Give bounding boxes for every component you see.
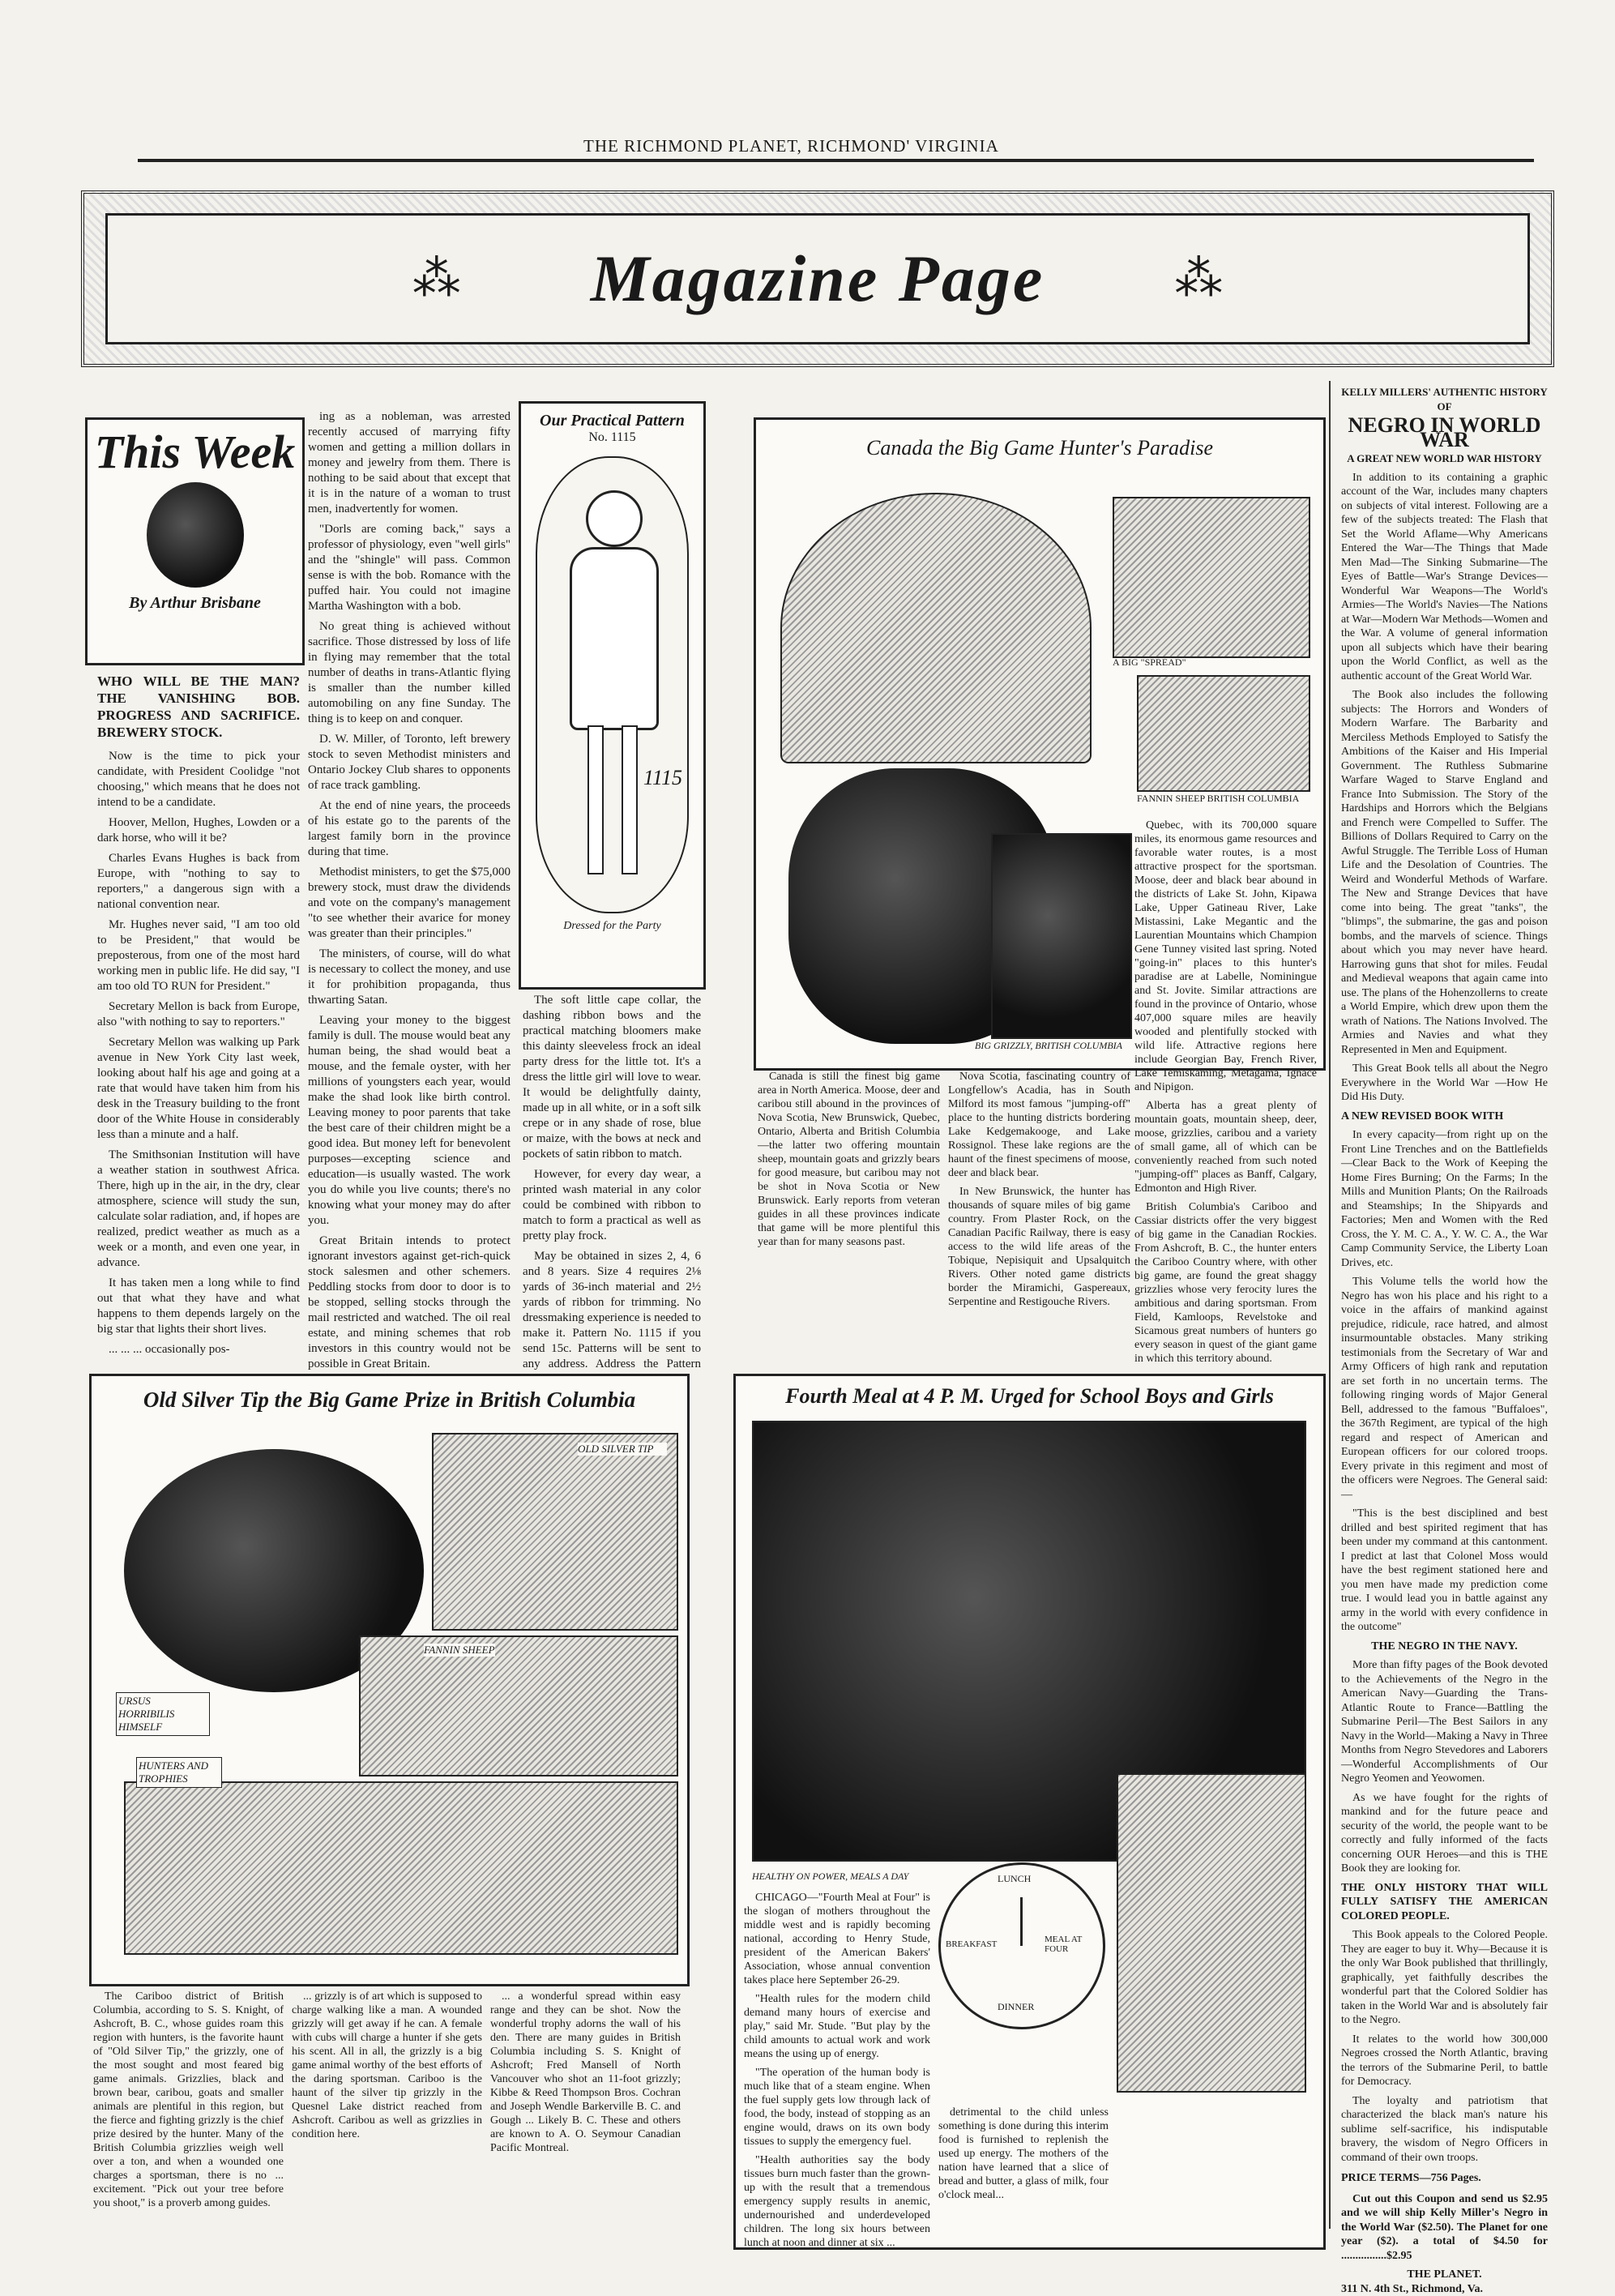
fannin-sheep-image bbox=[1137, 675, 1310, 792]
this-week-p2: Hoover, Mellon, Hughes, Lowden or a dark horse, who will it be? bbox=[97, 815, 300, 846]
big-spread-caption: A BIG "SPREAD" bbox=[1113, 656, 1186, 669]
right-leg-icon bbox=[622, 725, 638, 874]
lake-scene-image bbox=[780, 493, 1092, 763]
left-ornament-icon: ⁂ bbox=[412, 250, 461, 307]
kelly-price: PRICE TERMS—756 Pages. bbox=[1341, 2171, 1548, 2186]
pattern-box bbox=[519, 401, 706, 990]
kelly-p6: "This is the best disciplined and best drilled and best spirited regiment that has been under my command at this cantonment. I predict at last that Colonel Moss would have the best regiment stationed here and you men have made my prediction come true. I would lead you in battle against any army in the world with every confidence in the outcome" bbox=[1341, 1507, 1548, 1635]
girl-head-icon bbox=[586, 490, 643, 547]
pattern-caption: Dressed for the Party bbox=[521, 920, 703, 933]
silver-col-3 bbox=[490, 1990, 681, 2245]
kelly-p2: The Book also includes the following subjects: The Horrors and Wonders of Modern Warfare. The Barbarity and Merciless Methods Employed to Satisfy the Ambitions of the Kaiser and His Imperial Government. The Ruthless Submarine Warfare Waged to Starve England and France Into Submission. The Story of the Hardships and Horrors which the Belgians and French were Compelled to Suffer. The Billions of Dollars Required to Carry on the Awful Struggle. The Terrible Loss of Human Life and the Desolation of Countries. The Weird and Wonderful Methods of Warfare. The New and Strange Devices that have come into being. The great "tanks", the "blimps", the submarine, the gas and poison bombs, and the marvels of science. Things about which you may never have heard. Harrowing guns that shot for miles. Feudal and Medieval weapons that again came into use. The plans of the Hohenzollerns to create a World Empire, which drew upon them the wrath of Nations. The Nations Involved. The Armies and Navies and what they Represented in Men and Equipment. bbox=[1341, 688, 1548, 1057]
col2-p1: ing as a nobleman, was arrested recently accused of marrying fifty women and getting a million dollars in money and jewelry from them. There is nothing to be said about that except that it is in the nature of a woman to trust men, inadvertently for women. bbox=[308, 409, 511, 517]
kelly-kicker: KELLY MILLERS' AUTHENTIC HISTORY OF bbox=[1341, 385, 1548, 413]
label-fannin-sheep: FANNIN SHEEP bbox=[424, 1644, 495, 1657]
kelly-sig1: THE PLANET. bbox=[1341, 2268, 1548, 2282]
this-week-p3: Charles Evans Hughes is back from Europe, with "nothing to say to reporters," a dangerous sign with a national convention near. bbox=[97, 851, 300, 913]
kelly-p3: This Great Book tells all about the Negro Everywhere in the World War —How He Did His Duty. bbox=[1341, 1062, 1548, 1105]
silver-p2: ... grizzly is of art which is supposed to charge walking like a man. A wounded grizzly will get away if he can. A female with cubs will charge a hunter if she gets his scent. All in all, the grizzly is a big game animal worthy of the best efforts of the daring sportsman. Cariboo is the haunt of the silver tip grizzly in the Quesnel Lake district reached from Ashcroft. Caribou as well as grizzlies in condition here. bbox=[292, 1990, 482, 2141]
silver-p1: The Cariboo district of British Columbia, according to S. S. Knight, of Ashcroft, B. C., whose guides roam this region with hunters, is the favorite haunt of "Old Silver Tip," the grizzly, one of the most sought and most feared big game animals. Grizzlies, black and brown bear, caribou, goats and smaller animals are plentiful in this region, but the fierce and fighting grizzly is the chief prize desired by the hunter. Many of the British Columbia grizzlies weigh well over a ton, and when a wounded one charges a sportsman, there is no ... excitement. "Pick out your tree before you shoot," is a proverb among guides. bbox=[93, 1990, 284, 2210]
pattern-p1: The soft little cape collar, the dashing ribbon bows and the practical matching bloomers make this dainty sleeveless frock an ideal party dress for the little tot. It's a dress the little girl will love to wear. It would be delightfully dainty, made up in all white, or in a soft silk crepe or in any shade of rose, blue or maize, with the bows at neck and pockets of satin ribbon to match. bbox=[523, 993, 701, 1162]
kelly-h2: A NEW REVISED BOOK WITH bbox=[1341, 1110, 1548, 1124]
this-week-heads: WHO WILL BE THE MAN? THE VANISHING BOB. PROGRESS AND SACRIFICE. BREWERY STOCK. bbox=[97, 673, 300, 741]
this-week-column-2 bbox=[308, 409, 511, 1317]
kelly-miller-ad bbox=[1341, 385, 1548, 2241]
this-week-logo bbox=[85, 417, 305, 665]
pattern-p3: May be obtained in sizes 2, 4, 6 and 8 years. Size 4 requires 2⅛ yards of 36-inch material and 2½ yards of ribbon for trimming. No dressmaking experience is needed to make it. Pattern No. 1115 if you send 15c. Patterns will be sent to any address. Address the Pattern bbox=[523, 1249, 701, 1387]
kelly-sub: A GREAT NEW WORLD WAR HISTORY bbox=[1341, 451, 1548, 466]
clock-lunch-label: LUNCH bbox=[998, 1873, 1031, 1885]
canada-p5: Alberta has a great plenty of mountain goats, mountain sheep, deer, moose, grizzlies, caribou and a variety of small game, all of which can be conveniently reached from such noted "jumping-off" places as Banff, Calgary, Edmonton and High River. bbox=[1134, 1099, 1317, 1195]
silver-p3: ... a wonderful spread within easy range and they can be shot. Now the wonderful trophy adorns the wall of his den. There are many guides in British Columbia including S. S. Knight of Ashcroft; Fred Mansell of North Vancouver who shot an 11-foot grizzly; Kibbe & Reed Thompson Bros. Cochran and Joseph Wendle Barkerville B. C. and Gough ... Likely B. C. These and others are known to A. O. Seymour Canadian Pacific Montreal. bbox=[490, 1990, 681, 2155]
kelly-p8: As we have fought for the rights of mankind and for the future peace and security of the world, the people want to be correctly and fully informed of the facts concerning OUR Heroes—and this is THE Book they are looking for. bbox=[1341, 1791, 1548, 1876]
canada-p6: British Columbia's Cariboo and Cassiar districts offer the very biggest of big game in the Canadian Rockies. From Ashcroft, B. C., the hunter enters the Cariboo Country where, with other big game, are found the great shaggy grizzlies whose very ferocity lures the ambitious and daring sportsman. From Field, Kamloops, Revelstoke and Sicamous great numbers of hunters go every season in quest of the giant game in which this territory abound. bbox=[1134, 1200, 1317, 1366]
pattern-oval bbox=[536, 456, 689, 913]
kelly-title: NEGRO IN WORLD WAR bbox=[1341, 418, 1548, 447]
meal-clock-icon bbox=[938, 1862, 1105, 2029]
this-week-p1: Now is the time to pick your candidate, with President Coolidge "not choosing," which means that he does not intend to be a candidate. bbox=[97, 749, 300, 810]
silver-tip-illustration bbox=[89, 1374, 690, 1986]
this-week-p8: It has taken men a long while to find out that what they have and what happens to them depends largely on the big star that lights their short lives. bbox=[97, 1276, 300, 1337]
banner-title: Magazine Page bbox=[591, 241, 1045, 317]
kelly-p7: More than fifty pages of the Book devoted to the Achievements of the Negro in the American Navy—Guarding the Trans-Atlantic Route to France—Battling the Submarine Peril—The Best Sailors in any Navy in the World—Making a Navy in Three Months from Negro Stevedores and Laborers—Wonderful Accomplishments of Our Negro Yeomen and Yeowomen. bbox=[1341, 1658, 1548, 1786]
pattern-p2: However, for every day wear, a printed wash material in any color could be combined with ribbon to match to form a practical as well as pretty play frock. bbox=[523, 1167, 701, 1244]
canada-col-right bbox=[1134, 819, 1317, 1260]
fourth-p5: detrimental to the child unless something is done during this interim food is furnished to replenish the used up energy. The mothers of the nation have learned that a slice of bread and butter, a glass of milk, four o'clock meal... bbox=[938, 2106, 1109, 2202]
this-week-p6: Secretary Mellon was walking up Park avenue in New York City last week, looking about half his age and going at a rate that would have taken him from his desk in the Treasury building to the front door of the White House in considerably less than a minute and a half. bbox=[97, 1035, 300, 1143]
grizzly-caption: BIG GRIZZLY, BRITISH COLUMBIA bbox=[975, 1040, 1137, 1052]
byline: By Arthur Brisbane bbox=[88, 594, 302, 613]
col2-p2: "Dorls are coming back," says a professor of physiology, even "well girls" and the "shingle" will pass. Common sense is with the bob. Romance with the puffed hair. You could not imagine Martha Washington with a bob. bbox=[308, 522, 511, 614]
fourth-p1: CHICAGO—"Fourth Meal at Four" is the slogan of mothers throughout the middle west and is rapidly becoming national, according to Henry Stude, president of the American Bakers' Association, whose annual convention takes place here September 26-29. bbox=[744, 1891, 930, 1987]
canada-p4: Quebec, with its 700,000 square miles, its enormous game resources and favorable water routes, is a most attractive prospect for the sportsman. Moose, deer and black bear abound in the districts of Lake St. John, Kipawa Lake, Upper Gatineau River, Lake Mistassini, Lake Megantic and the Laurentian Mountains which Champion Gene Tunney visited last spring. Noted "going-in" places to this hunter's paradise are at Labelle, Nominingue and St. Jovite. Similar attractions are found in the province of Ontario, whose 407,000 square miles are heavily wooded and plentifully stocked with wild life. Attractive regions here include Georgian Bay, French River, Lake Temiskaming, Metagama, Ignace and Nipigon. bbox=[1134, 819, 1317, 1094]
col2-p8: Leaving your money to the biggest family is dull. The mouse would beat any human being, the shad would beat a mouse, and the female oyster, with her millions of youngsters each year, would make the shad look like birth control. Leaving money to poor parents that take the best care of their children might be a good idea. But money left for benevolent purposes—excepting science and education—is usually wasted. The work you do while you live counts; there's no knowing what your money may do after you. bbox=[308, 1013, 511, 1229]
this-week-title: This Week bbox=[88, 425, 302, 479]
this-week-p4: Mr. Hughes never said, "I am too old to be President," that would be preposterous, from one of the most hard working men in public life. He did say, "I am too old TO RUN for President." bbox=[97, 917, 300, 994]
col2-p4: D. W. Miller, of Toronto, left brewery stock to seven Methodist ministers and Ontario Jockey Club shares to opponents of race track gambling. bbox=[308, 732, 511, 793]
this-week-p5: Secretary Mellon is back from Europe, also "with nothing to say to reporters." bbox=[97, 999, 300, 1030]
fannin-sheep-caption: FANNIN SHEEP BRITISH COLUMBIA bbox=[1137, 793, 1307, 805]
fourth-meal-article bbox=[733, 1374, 1326, 2250]
grizzly-photo-image bbox=[991, 833, 1132, 1039]
silver-col-2 bbox=[292, 1990, 482, 2245]
fourth-col-2 bbox=[938, 2106, 1109, 2239]
pattern-text bbox=[523, 993, 701, 1305]
kelly-p1: In addition to its containing a graphic account of the War, includes many chapters on subjects of vital interest. Following are a few of the subjects treated: The Flash that Set the World Aflame—Why Americans Entered the War—The Things that Made Men Mad—The Sinking Submarine—The Eyes of Battle—War's Strange Devices—Wonderful War Weapons—The World's Armies—The World's Navies—The Nations at War—Modern War Methods—Women and the War. A volume of general information upon all subjects which have their bearing upon the World Conflict, as well as the authentic account of the Great World War. bbox=[1341, 471, 1548, 684]
label-silver-tip: OLD SILVER TIP bbox=[578, 1443, 667, 1456]
kelly-p10: It relates to the world how 300,000 Negroes crossed the North Atlantic, braving the terrors of the Submarine Peril, to battle for Democracy. bbox=[1341, 2033, 1548, 2089]
pattern-title: Our Practical Pattern bbox=[521, 412, 703, 430]
banner-inner bbox=[105, 213, 1530, 344]
silver-col-1 bbox=[93, 1990, 284, 2245]
clock-hand-icon bbox=[1020, 1897, 1023, 1946]
fourth-meal-title: Fourth Meal at 4 P. M. Urged for School Boys and Girls bbox=[736, 1384, 1323, 1409]
right-ornament-icon: ⁂ bbox=[1174, 250, 1223, 307]
portrait-silhouette-icon bbox=[147, 482, 244, 588]
canada-p1: Canada is still the finest big game area in North America. Moose, deer and caribou still abound in the provinces of Nova Scotia, New Brunswick, Quebec, Ontario, Alberta and British Columbia—the latter two offering mountain sheep, mountain goats and grizzly bears for good measure, but caribou may not be shot in Nova Scotia or New Brunswick. Early reports from veteran guides in all these provinces indicate that game will be more plentiful this year than for many seasons past. bbox=[758, 1070, 940, 1249]
big-spread-image bbox=[1113, 497, 1310, 658]
canada-p3: In New Brunswick, the hunter has thousands of square miles of big game country. From Plaster Rock, on the Canadian Pacific Railway, there is easy access to the wild life areas of the Tobique, Nepisiquit and Upsalquitch Rivers. Other noted game districts border the Miramichi, Gaspereaux, Serpentine and Restigouche Rivers. bbox=[948, 1185, 1130, 1309]
running-head: THE RICHMOND PLANET, RICHMOND' VIRGINIA bbox=[583, 136, 999, 156]
canada-col-2 bbox=[948, 1070, 1130, 1305]
column-rule bbox=[1329, 381, 1331, 2229]
canada-col-1 bbox=[758, 1070, 940, 1305]
col2-p5: At the end of nine years, the proceeds of his estate go to the parents of the largest family born in the province during that time. bbox=[308, 798, 511, 860]
running-head-rule bbox=[138, 159, 1534, 162]
hunters-trophies-image bbox=[124, 1781, 678, 1955]
fourth-col-1 bbox=[744, 1891, 930, 2239]
clock-dinner-label: DINNER bbox=[998, 2001, 1034, 2013]
kelly-sig2: 311 N. 4th St., Richmond, Va. bbox=[1341, 2282, 1548, 2296]
henry-stude-portrait bbox=[1117, 1773, 1306, 2093]
kelly-h3: THE NEGRO IN THE NAVY. bbox=[1341, 1640, 1548, 1654]
clock-four-label: MEAL AT FOUR bbox=[1045, 1935, 1096, 1954]
kelly-coupon: Cut out this Coupon and send us $2.95 and we will ship Kelly Miller's Negro in the World War ($2.50). The Planet for one year ($2). a total of $4.50 for ................$2.95 bbox=[1341, 2192, 1548, 2264]
photo-caption: HEALTHY ON POWER, MEALS A DAY bbox=[752, 1871, 908, 1883]
clock-breakfast-label: BREAKFAST bbox=[946, 1939, 997, 1949]
fourth-p2: "Health rules for the modern child demand many hours of exercise and play," said Mr. Stude. "But play by the child amounts to actual work and work means the using up of energy. bbox=[744, 1992, 930, 2061]
kelly-p5: This Volume tells the world how the Negro has won his place and his right to a voice in the affairs of mankind against prejudice, ridicule, race hatred, and almost insurmountable obstacles. Many striking testimonials from the Secretary of War and Army Officers of high rank and reputation are set forth in no uncertain terms. The following ringing words of Major General Bell, addressed to the famous "Buffaloes", the 367th Regiment, are typical of the high regard and respect of American and European officers for our colored troops. Every private in this regiment and most of the officers were Negroes. The General said:— bbox=[1341, 1275, 1548, 1502]
silver-tip-photo-image bbox=[432, 1433, 678, 1631]
this-week-p9: ... ... ... occasionally pos- bbox=[97, 1342, 300, 1358]
this-week-p7: The Smithsonian Institution will have a weather station in southwest Africa. There, high up in the air, in the dry, clear atmosphere, science will study the sun, calculate solar radiation, and, if hopes are realized, predict weather as much as a week or a month, and even one year, in advance. bbox=[97, 1148, 300, 1271]
pattern-number: No. 1115 bbox=[521, 430, 703, 445]
kelly-p11: The loyalty and patriotism that characterized the black man's nature his sublime self-sacrifice, his indisputable bravery, the wisdom of Negro Officers in command of their own troops. bbox=[1341, 2094, 1548, 2166]
magazine-banner bbox=[81, 190, 1554, 367]
canada-title: Canada the Big Game Hunter's Paradise bbox=[756, 436, 1323, 460]
label-ursus: URSUS HORRIBILIS HIMSELF bbox=[116, 1692, 210, 1736]
col2-p7: The ministers, of course, will do what is necessary to collect the money, and use it for prohibition propaganda, thus thwarting Satan. bbox=[308, 947, 511, 1008]
canada-p2: Nova Scotia, fascinating country of Longfellow's Acadia, has in South Milford its most famous "jumping-off" place to the hunting districts bordering Lake Kedgemakooge, and Lake Rossignol. These lake regions are the haunt of the finest specimens of moose, deer and black bear. bbox=[948, 1070, 1130, 1180]
fourth-p4: "Health authorities say the body tissues burn much faster than the grown-up with the result that a tremendous emergency supply results in anemic, undernourished and underdeveloped children. The long six hours between lunch at noon and dinner at six ... bbox=[744, 2153, 930, 2250]
kelly-h4: THE ONLY HISTORY THAT WILL FULLY SATISFY THE AMERICAN COLORED PEOPLE. bbox=[1341, 1881, 1548, 1924]
label-hunters: HUNTERS AND TROPHIES bbox=[136, 1757, 222, 1788]
this-week-column bbox=[97, 673, 300, 1305]
party-dress-icon bbox=[570, 547, 659, 730]
col2-p6: Methodist ministers, to get the $75,000 brewery stock, must draw the dividends and vote on the company's management "to see whether their avarice for money was greater than their principles." bbox=[308, 865, 511, 942]
col2-p9: Great Britain intends to protect ignorant investors against get-rich-quick stock salesmen and other schemers. Peddling stocks from door to door is to be stopped, selling stocks through the mail restricted and watched. The oil real estate, and mining schemes that rob investors in this country would not be possible in Great Britain. bbox=[308, 1234, 511, 1372]
left-leg-icon bbox=[587, 725, 604, 874]
col2-p3: No great thing is achieved without sacrifice. Those distressed by loss of life in flying may remember that the total number of deaths in trans-Atlantic flying is smaller than the number killed automobiling on any fine Sunday. The thing is to keep on and conquer. bbox=[308, 619, 511, 727]
silver-tip-title: Old Silver Tip the Big Game Prize in British Columbia bbox=[92, 1387, 687, 1413]
fourth-p3: "The operation of the human body is much like that of a steam engine. When the fuel supply gets low through lack of food, the body, instead of stopping as an engine would, draws on its own body tissues to supply the emergency fuel. bbox=[744, 2066, 930, 2148]
kelly-p9: This Book appeals to the Colored People. They are eager to buy it. Why—Because it is the only War Book published that thrillingly, graphically, yet faithfully describes the wonderful part that the Colored Soldier has taken in the World War and is absolutely fair to the Negro. bbox=[1341, 1928, 1548, 2028]
pattern-fig-number: 1115 bbox=[643, 766, 682, 790]
fannin-sheep-hunt-image bbox=[359, 1635, 678, 1777]
kelly-p4: In every capacity—from right up on the Front Line Trenches and on the Battlefields—Clear Back to the Work of Keeping the Home Fires Burning; On the Farms; In the Mills and Munition Plants; On the Railroads and Steamships; In the Shipyards and Factories; Men and Women with the Red Cross, the Y. M. C. A., Y. W. C. A., the War Camp Community Service, the Liberty Loan Drives, etc. bbox=[1341, 1128, 1548, 1270]
